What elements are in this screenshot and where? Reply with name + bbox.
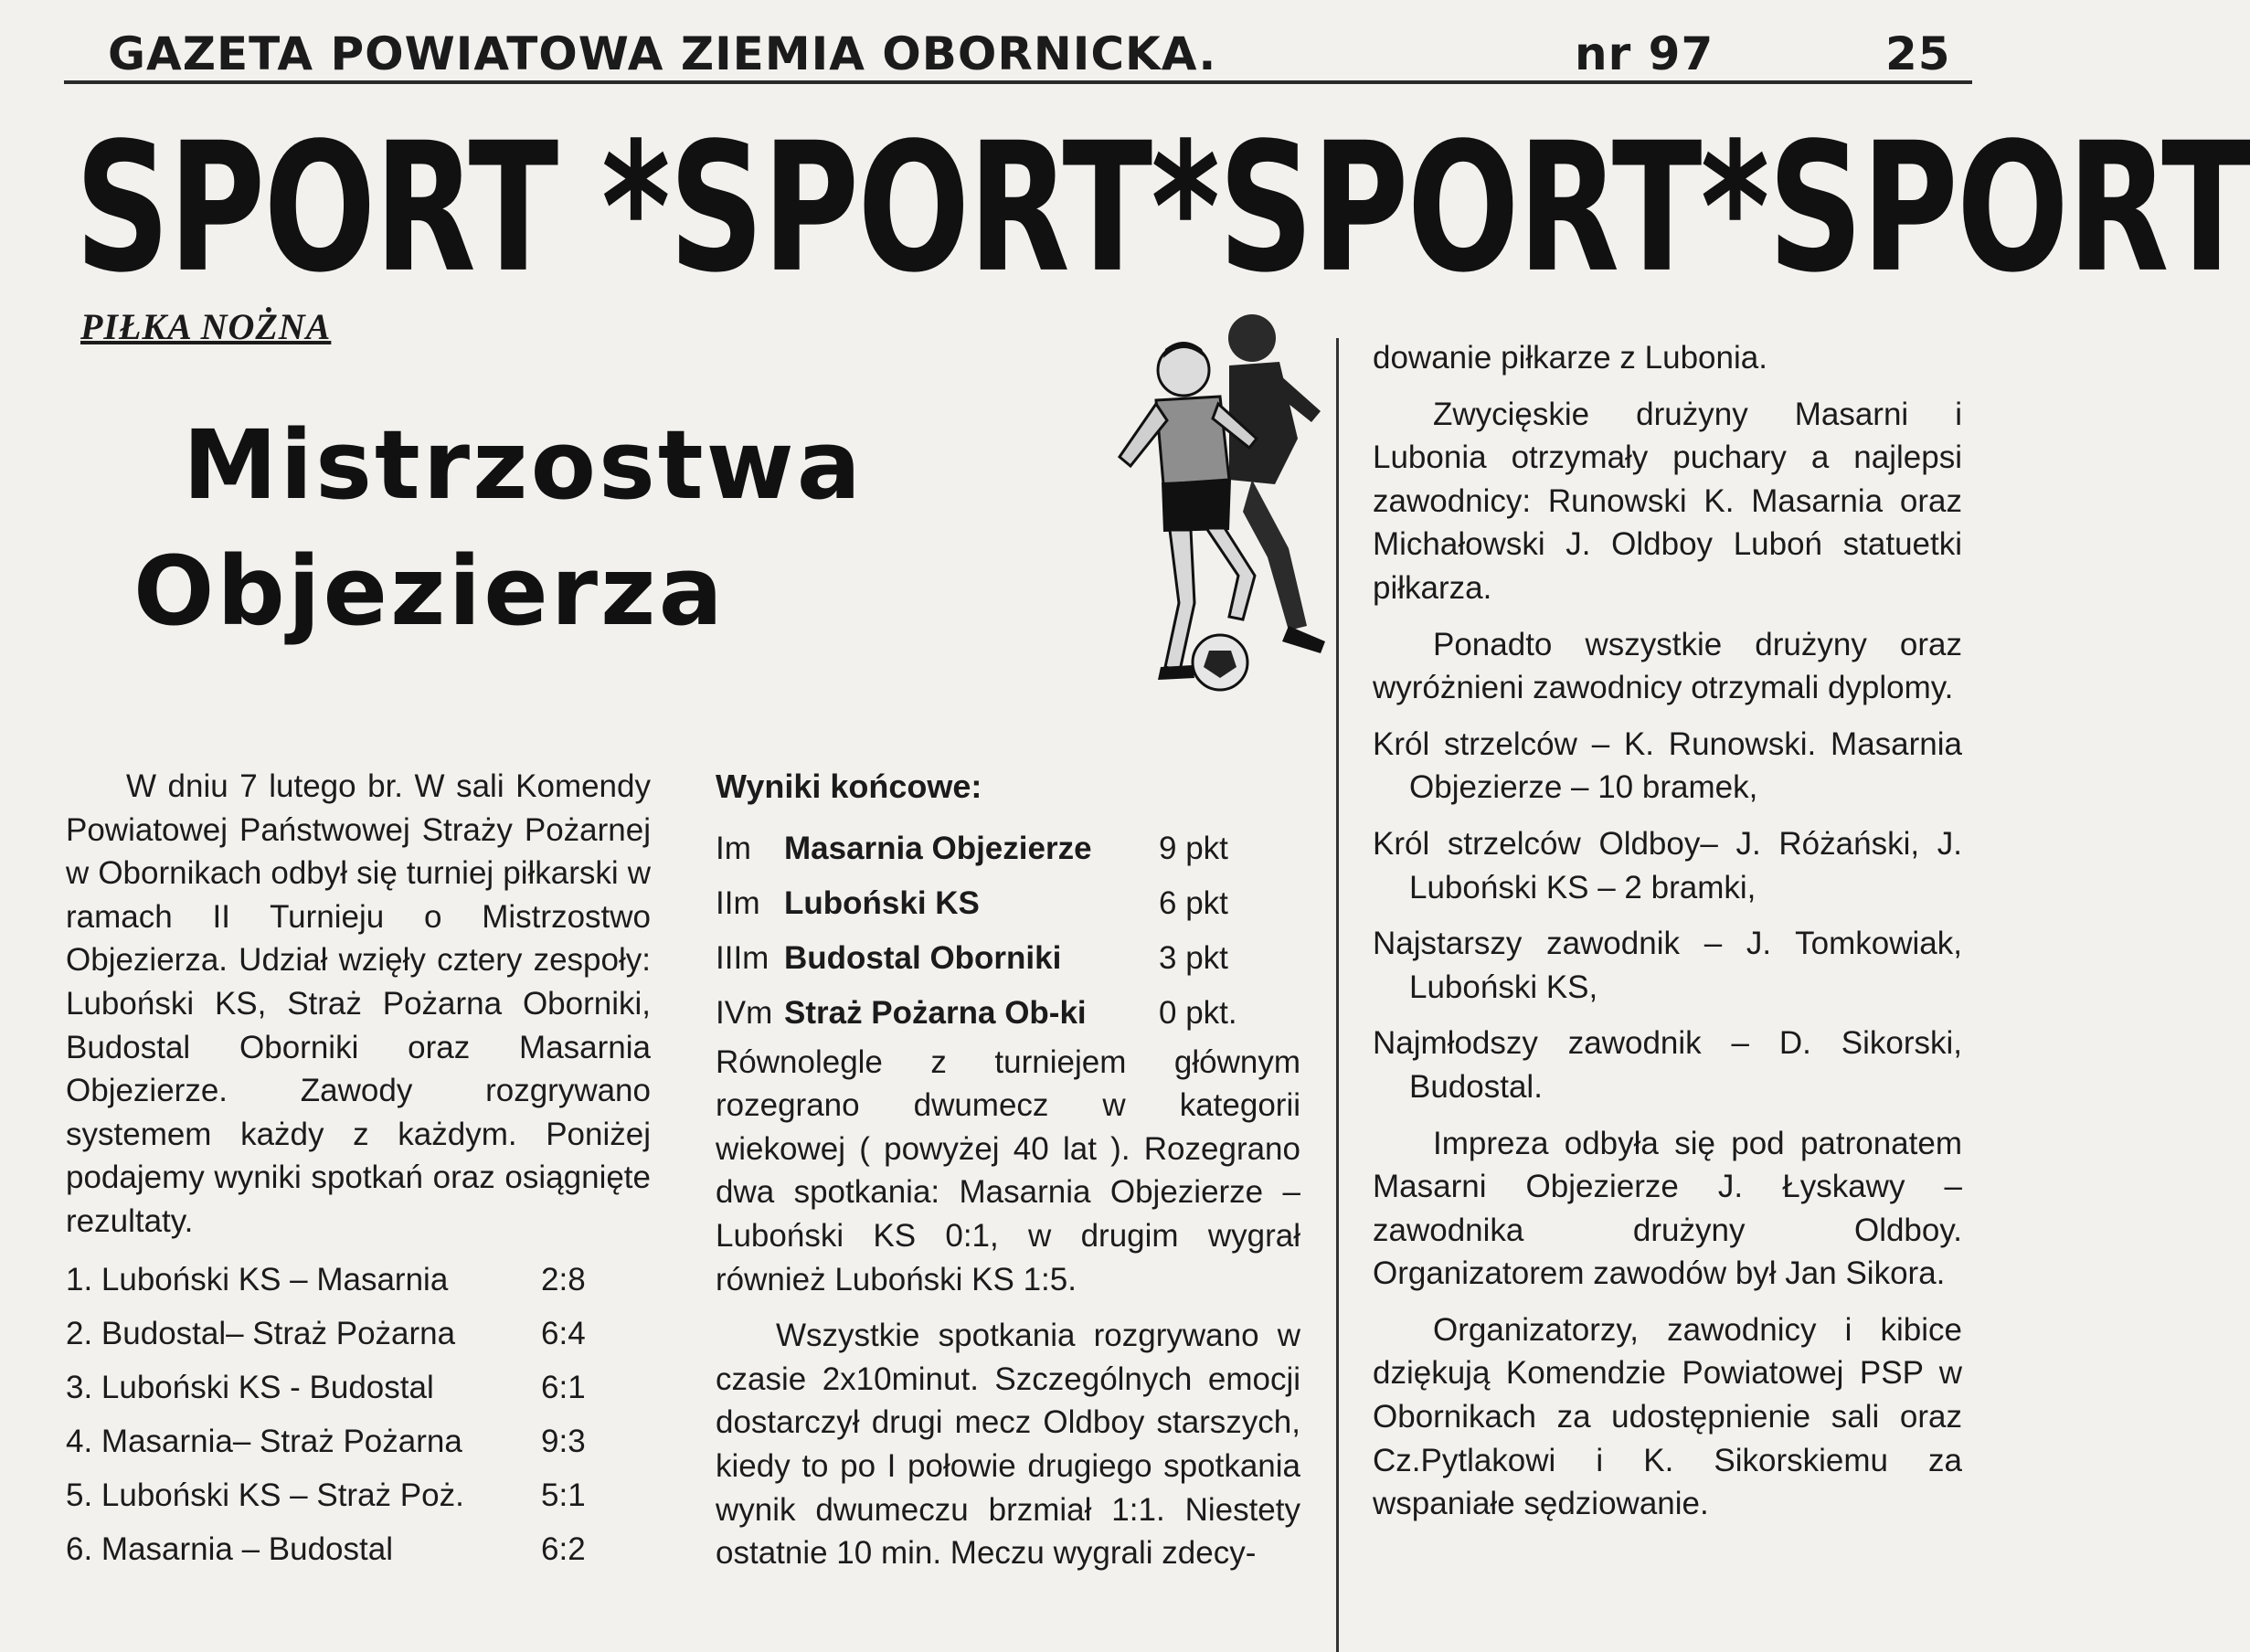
match-teams: 1. Luboński KS – Masarnia [66,1261,449,1297]
masthead [108,26,1951,82]
result-place: IIm [716,884,760,921]
final-results [716,821,1300,1041]
result-place: IVm [716,994,773,1031]
match-teams: 2. Budostal– Straż Pożarna [66,1315,456,1351]
match-teams: 3. Luboński KS - Budostal [66,1369,434,1405]
column-1 [66,765,651,1576]
continuation-paragraph: dowanie piłkarze z Lubonia. [1373,340,1767,376]
column-3 [1373,336,1962,1526]
match-row [66,1361,651,1414]
headline-line-1: Mistrzostwa [183,409,864,521]
match-teams: 4. Masarnia– Straż Pożarna [66,1423,462,1459]
result-points: 6 pkt [1159,884,1228,921]
result-row [716,931,1300,986]
result-team: Luboński KS [784,884,980,921]
result-points: 0 pkt. [1159,994,1237,1031]
section-label: PIŁKA NOŻNA [80,306,332,347]
award-item: Król strzelców – K. Runowski. Masarnia Objezierze – 10 bramek, [1373,725,1962,806]
article-headline [133,402,1005,654]
match-row [66,1307,651,1361]
sport-banner: SPORT *SPORT*SPORT*SPORT [75,103,2250,312]
veterans-paragraph: Równolegle z turniejem głównym rozegrano dwumecz w kategorii wiekowej ( powyżej 40 lat ). Rozegrano dwa spotkania: Masarnia Objezierze – Luboński KS 0:1, w drugim wygrał również Luboński KS 1:5. [716,1043,1300,1297]
summary-paragraph: Wszystkie spotkania rozgrywano w czasie 2x10minut. Szczególnych emocji dostarczył drugi mecz Oldboy starszych, kiedy to po I połowie drugiego spotkania wynik dwumeczu brzmiał 1:1. Niestety ostatnie 10 min. Meczu wygrali zdecy- [716,1318,1300,1572]
football-players-icon [1092,302,1348,704]
award-item: Król strzelców Oldboy– J. Różański, J. Luboński KS – 2 bramki, [1373,825,1962,905]
match-row [66,1468,651,1522]
match-row [66,1253,651,1307]
patronage-paragraph: Impreza odbyła się pod patronatem Masarni Objezierze J. Łyskawy – zawodnika drużyny Oldboy. Organizatorem zawodów był Jan Sikora. [1373,1125,1962,1292]
result-points: 3 pkt [1159,939,1228,976]
award-item: Najstarszy zawodnik – J. Tomkowiak, Luboński KS, [1373,926,1962,1005]
result-place: IIIm [716,939,769,976]
match-teams: 5. Luboński KS – Straż Poż. [66,1477,464,1513]
match-score: 5:1 [541,1477,586,1513]
header-rule [64,80,1972,84]
page-number: 25 [1885,27,1951,80]
newspaper-name: GAZETA POWIATOWA ZIEMIA OBORNICKA. [108,27,1217,80]
result-team: Masarnia Objezierze [784,830,1092,866]
match-score: 9:3 [541,1423,586,1459]
match-score: 2:8 [541,1261,586,1297]
result-team: Budostal Oborniki [784,939,1062,976]
trophies-paragraph: Zwycięskie drużyny Masarni i Lubonia otrzymały puchary a najlepsi zawodnicy: Runowski K. Masarnia oraz Michałowski J. Oldboy Luboń statuetki piłkarza. [1373,396,1962,606]
diplomas-paragraph: Ponadto wszystkie drużyny oraz wyróżnieni zawodnicy otrzymali dyplomy. [1373,626,1962,706]
thanks-paragraph: Organizatorzy, zawodnicy i kibice dziękują Komendzie Powiatowej PSP w Obornikach za udostępnienie sali oraz Cz.Pytlakowi i K. Sikorskiemu za wspaniałe sędziowanie. [1373,1311,1962,1522]
result-place: Im [716,830,751,866]
headline-line-2: Objezierza [133,535,726,647]
match-score: 6:1 [541,1369,586,1405]
match-row [66,1522,651,1576]
match-score: 6:2 [541,1530,586,1567]
match-score: 6:4 [541,1315,586,1351]
intro-paragraph: W dniu 7 lutego br. W sali Komendy Powiatowej Państwowej Straży Pożarnej w Obornikach odbył się turniej piłkarski w ramach II Turnieju o Mistrzostwo Objezierza. Udział wzięły cztery zespoły: Luboński KS, Straż Pożarna Oborniki, Budostal Oborniki oraz Masarnia Objezierze. Zawody rozgrywano systemem każdy z każdym. Poniżej podajemy wyniki spotkań oraz osiągnięte rezultaty. [66,768,651,1239]
match-list [66,1253,651,1576]
result-row [716,821,1300,876]
results-title: Wyniki końcowe: [716,768,982,805]
issue-number: nr 97 [1575,27,1714,80]
result-row [716,876,1300,931]
match-row [66,1414,651,1468]
match-teams: 6. Masarnia – Budostal [66,1530,393,1567]
result-points: 9 pkt [1159,830,1228,866]
result-team: Straż Pożarna Ob-ki [784,994,1087,1031]
column-divider [1336,338,1339,1652]
column-2 [716,765,1300,1575]
award-item: Najmłodszy zawodnik – D. Sikorski, Budostal. [1373,1025,1962,1105]
result-row [716,986,1300,1041]
